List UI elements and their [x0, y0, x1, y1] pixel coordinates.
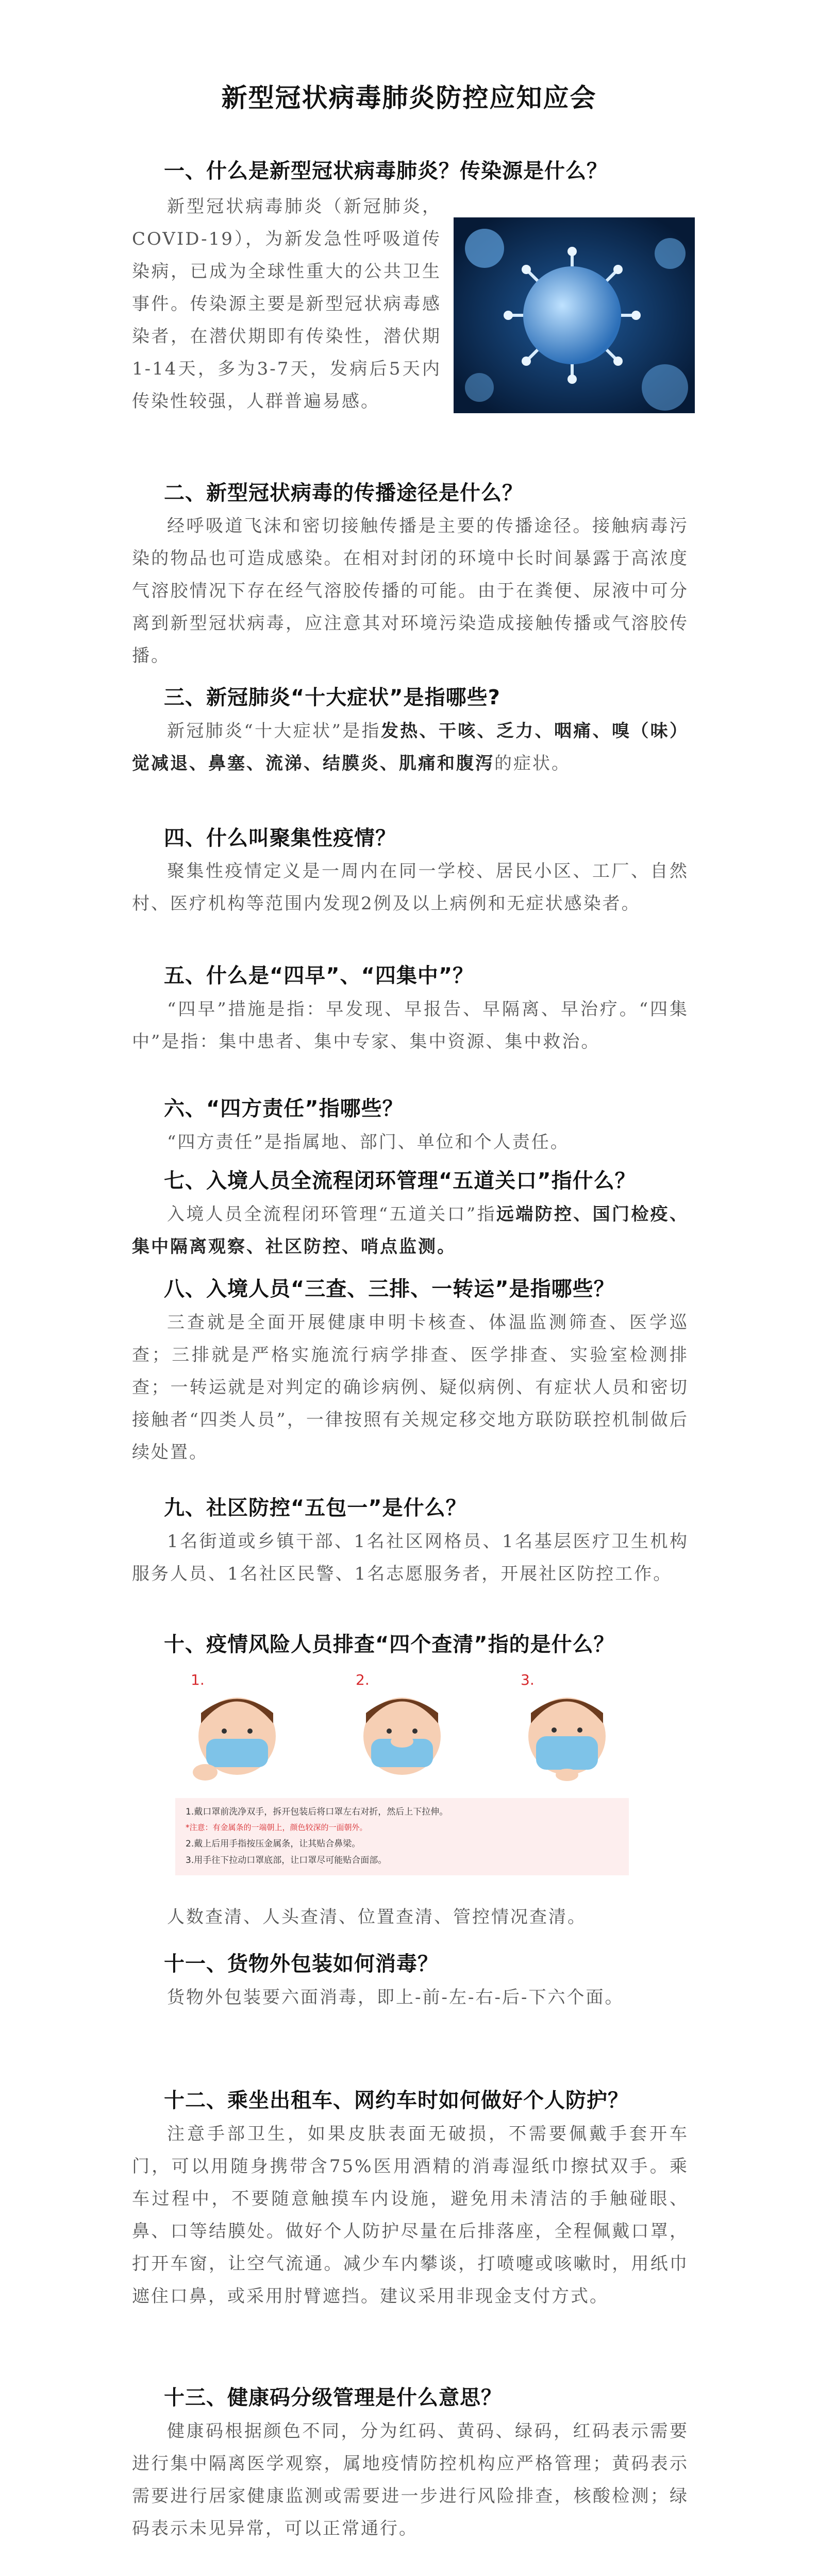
mask-step-2 — [363, 1698, 441, 1775]
answer-8: 三查就是全面开展健康申明卡核查、体温监测筛查、医学巡查；三排就是严格实施流行病学排查、医学排查、实验室检测排查；一转运就是对判定的确诊病例、疑似病例、有症状人员和密切接触者“四类人员”，一律按照有关规定移交地方联防联控机制做后续处置。 — [132, 1312, 689, 1463]
answer-4: 聚集性疫情定义是一周内在同一学校、居民小区、工厂、自然村、医疗机构等范围内发现2例及以上病例和无症状感染者。 — [132, 861, 689, 914]
answer-3 — [132, 715, 689, 780]
answer-3-symptoms: 发热、干咳、乏力、咽痛、嗅（味）觉减退、鼻塞、流涕、结膜炎、肌痛和腹泻 — [132, 721, 689, 774]
question-5: 五、什么是“四早”、“四集中”？ — [164, 964, 474, 988]
answer-6: “四方责任”是指属地、部门、单位和个人责任。 — [167, 1132, 570, 1153]
mask-step-2-label: 2. — [356, 1671, 370, 1688]
question-13: 十三、健康码分级管理是什么意思？ — [164, 2386, 502, 2410]
page-title: 新型冠状病毒肺炎防控应知应会 — [221, 83, 597, 113]
answer-5: “四早”措施是指：早发现、早报告、早隔离、早治疗。“四集中”是指：集中患者、集中专家、集中资源、集中救治。 — [132, 999, 689, 1052]
answer-13: 健康码根据颜色不同，分为红码、黄码、绿码，红码表示需要进行集中隔离医学观察，属地疫情防控机构应严格管理；黄码表示需要进行居家健康监测或需要进一步进行风险排查，核酸检测；绿码表示未见异常，可以正常通行。 — [132, 2421, 689, 2539]
question-8: 八、入境人员“三查、三排、一转运”是指哪些？ — [164, 1277, 615, 1301]
mask-note-2: 2.戴上后用手指按压金属条，让其贴合鼻梁。 — [186, 1839, 361, 1849]
coronavirus-image — [454, 217, 695, 413]
mask-note-3: 3.用手往下拉动口罩底部，让口罩尽可能贴合面部。 — [186, 1855, 387, 1866]
question-1: 一、什么是新型冠状病毒肺炎？传染源是什么？ — [164, 159, 608, 183]
mask-step-1-label: 1. — [191, 1671, 205, 1688]
answer-3-pre: 新冠肺炎“十大症状”是指 — [167, 721, 381, 741]
answer-7-checkpoints: 远端防控、国门检疫、集中隔离观察、社区防控、哨点监测。 — [132, 1204, 689, 1257]
question-3: 三、新冠肺炎“十大症状”是指哪些? — [164, 686, 500, 709]
question-10: 十、疫情风险人员排查“四个查清”指的是什么？ — [164, 1633, 615, 1656]
answer-9: 1名街道或乡镇干部、1名社区网格员、1名基层医疗卫生机构服务人员、1名社区民警、1名志愿服务者，开展社区防控工作。 — [132, 1531, 689, 1584]
mask-step-3-label: 3. — [521, 1671, 535, 1688]
question-12: 十二、乘坐出租车、网约车时如何做好个人防护？ — [164, 2089, 629, 2112]
answer-7 — [132, 1198, 689, 1263]
question-9: 九、社区防控“五包一”是什么？ — [164, 1496, 467, 1520]
question-6: 六、“四方责任”指哪些？ — [164, 1097, 404, 1121]
question-7: 七、入境人员全流程闭环管理“五道关口”指什么？ — [164, 1169, 636, 1193]
answer-7-pre: 入境人员全流程闭环管理“五道关口”指 — [167, 1204, 496, 1225]
mask-note-caution: *注意：有金属条的一端朝上，颜色较深的一面朝外。 — [186, 1823, 368, 1832]
answer-12: 注意手部卫生，如果皮肤表面无破损，不需要佩戴手套开车门，可以用随身携带含75%医用酒精的消毒湿纸巾擦拭双手。乘车过程中，不要随意触摸车内设施，避免用未清洁的手触碰眼、鼻、口等结膜处。做好个人防护尽量在后排落座，全程佩戴口罩，打开车窗，让空气流通。减少车内攀谈，打喷嚏或咳嗽时，用纸巾遮住口鼻，或采用肘臂遮挡。建议采用非现金支付方式。 — [132, 2124, 689, 2307]
question-2: 二、新型冠状病毒的传播途径是什么？ — [164, 481, 523, 505]
answer-3-post: 的症状。 — [494, 753, 571, 774]
answer-1: 新型冠状病毒肺炎（新冠肺炎，COVID-19），为新发急性呼吸道传染病，已成为全球性重大的公共卫生事件。传染源主要是新型冠状病毒感染者，在潜伏期即有传染性，潜伏期1-14天，多为3-7天，发病后5天内传染性较强，人群普遍易感。 — [132, 196, 441, 412]
mask-wearing-illustration — [155, 1664, 649, 1886]
answer-11: 货物外包装要六面消毒，即上-前-左-右-后-下六个面。 — [167, 1987, 624, 2008]
question-4: 四、什么叫聚集性疫情？ — [164, 826, 396, 850]
answer-10: 人数查清、人头查清、位置查清、管控情况查清。 — [167, 1907, 587, 1927]
mask-note-1: 1.戴口罩前洗净双手，拆开包装后将口罩左右对折，然后上下拉伸。 — [186, 1807, 448, 1817]
answer-2: 经呼吸道飞沫和密切接触传播是主要的传播途径。接触病毒污染的物品也可造成感染。在相对封闭的环境中长时间暴露于高浓度气溶胶情况下存在经气溶胶传播的可能。由于在粪便、尿液中可分离到新型冠状病毒，应注意其对环境污染造成接触传播或气溶胶传播。 — [132, 516, 689, 666]
question-11: 十一、货物外包装如何消毒？ — [164, 1952, 439, 1976]
